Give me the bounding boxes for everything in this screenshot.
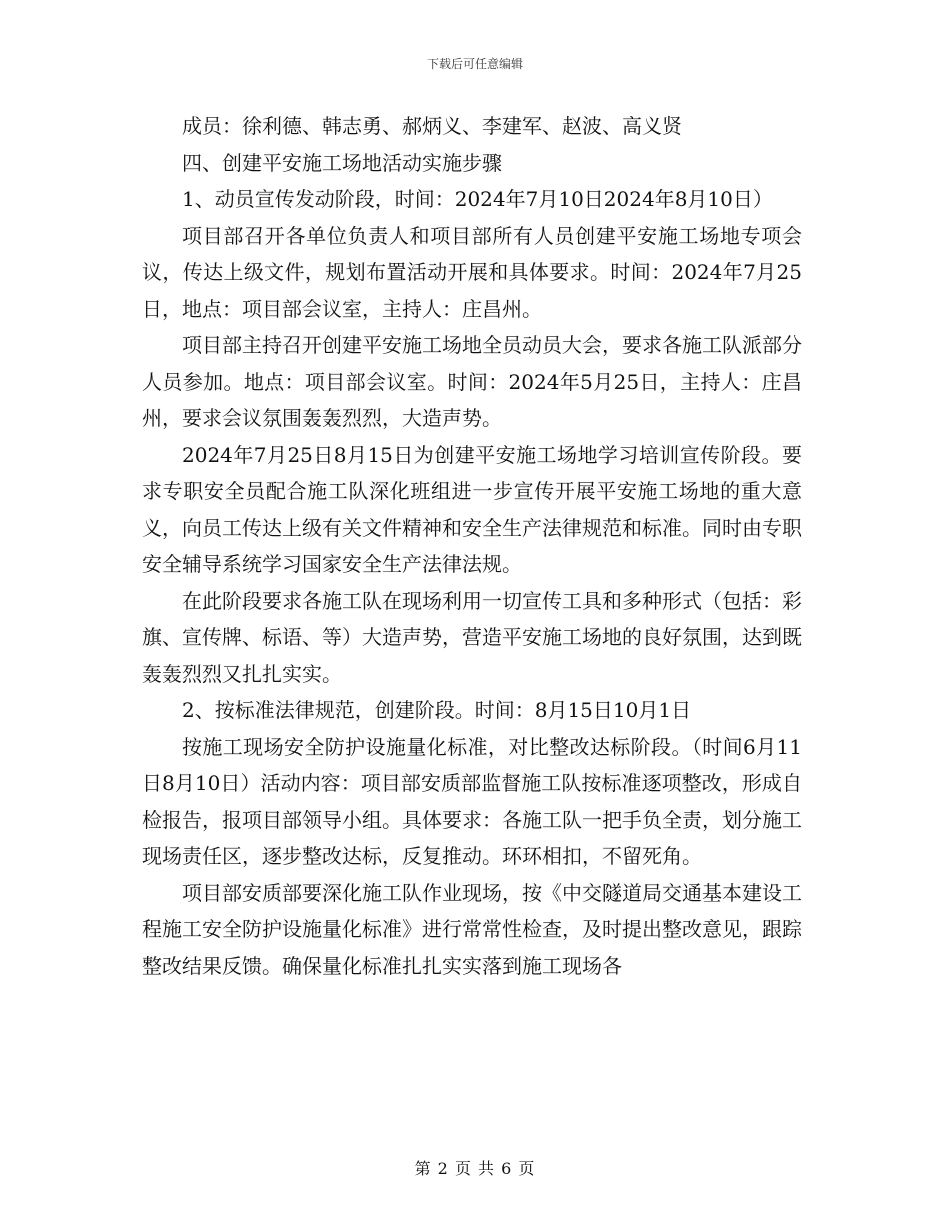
paragraph: 在此阶段要求各施工队在现场利用一切宣传工具和多种形式（包括：彩旗、宣传牌、标语、等）大造声势，营造平安施工场地的良好氛围，达到既轰轰烈烈又扎扎实实。 <box>142 588 802 686</box>
paragraph: 项目部安质部要深化施工队作业现场，按《中交隧道局交通基本建设工程施工安全防护设施量化标准》进行常常性检查，及时提出整改意见，跟踪整改结果反馈。确保量化标准扎扎实实落到施工现场各 <box>142 880 802 978</box>
paragraph-step-2: 2、按标准法律规范，创建阶段。时间：8月15日10月1日 <box>182 698 692 722</box>
paragraph: 按施工现场安全防护设施量化标准，对比整改达标阶段。（时间6月11日8月10日）活动内容：项目部安质部监督施工队按标准逐项整改，形成自检报告，报项目部领导小组。具体要求：各施工队一把手负全责，划分施工现场责任区，逐步整改达标，反复推动。环环相扣，不留死角。 <box>142 734 802 868</box>
page-number: 第 2 页 共 6 页 <box>414 1159 536 1178</box>
paragraph-step-1: 1、动员宣传发动阶段，时间：2024年7月10日2024年8月10日） <box>182 187 773 211</box>
paragraph: 2024年7月25日8月15日为创建平安施工场地学习培训宣传阶段。要求专职安全员配合施工队深化班组进一步宣传开展平安施工场地的重大意义，向员工传达上级有关文件精神和安全生产法律规范和标准。同时由专职安全辅导系统学习国家安全生产法律法规。 <box>142 442 802 576</box>
body-text <box>142 108 802 984</box>
paragraph-members: 成员：徐利德、韩志勇、郝炳义、李建军、赵波、高义贤 <box>182 114 682 138</box>
paragraph: 项目部召开各单位负责人和项目部所有人员创建平安施工场地专项会议，传达上级文件，规划布置活动开展和具体要求。时间：2024年7月25日，地点：项目部会议室，主持人：庄昌州。 <box>142 223 802 321</box>
section-heading: 四、创建平安施工场地活动实施步骤 <box>182 150 502 175</box>
page-header: 下载后可任意编辑 <box>426 57 523 71</box>
paragraph: 项目部主持召开创建平安施工场地全员动员大会，要求各施工队派部分人员参加。地点：项目部会议室。时间：2024年5月25日，主持人：庄昌州，要求会议氛围轰轰烈烈，大造声势。 <box>142 333 802 430</box>
